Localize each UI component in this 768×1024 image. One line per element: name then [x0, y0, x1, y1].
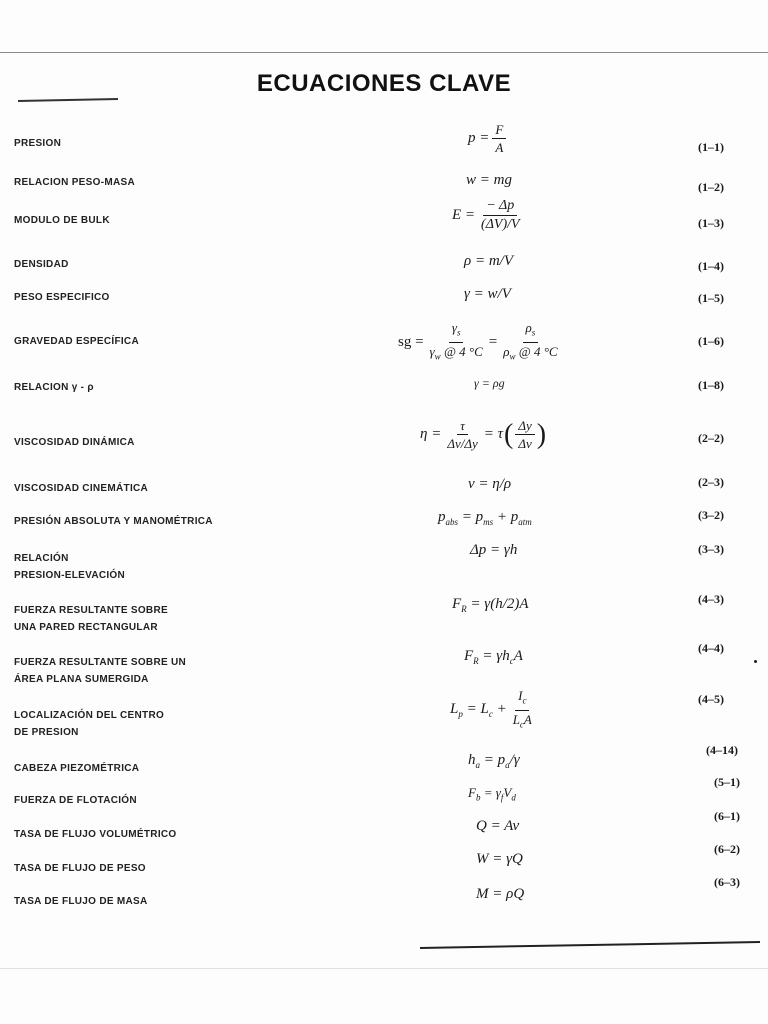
equation-label: CABEZA PIEZOMÉTRICA — [14, 763, 140, 774]
equation-label: TASA DE FLUJO VOLUMÉTRICO — [14, 829, 177, 840]
equation-number: (4–5) — [698, 692, 724, 706]
equation-label: PRESION — [14, 138, 62, 149]
equation-number: (1–3) — [698, 216, 724, 230]
equation-formula: $F_b = \gamma_fV_d$ — [468, 785, 516, 803]
equation-formula: E = $\frac{- \Delta p}{(\Delta V)/V}$ — [452, 198, 520, 232]
equation-formula: $F_R = \gamma h_cA$ — [464, 648, 523, 666]
equation-number: (1–6) — [698, 334, 724, 348]
equation-label-line2: UNA PARED RECTANGULAR — [14, 622, 158, 633]
page-title: ECUACIONES CLAVE — [256, 70, 512, 97]
equation-number: (1–8) — [698, 378, 724, 392]
equation-formula: ρ = m/V — [464, 253, 513, 269]
equation-number: (4–4) — [698, 641, 724, 655]
equation-number: (2–2) — [698, 431, 724, 445]
equation-label: FUERZA DE FLOTACIÓN — [14, 795, 137, 806]
equation-label: RELACION γ - ρ — [14, 382, 94, 393]
equation-formula: M = ρQ — [476, 886, 525, 902]
equation-label-line2: DE PRESION — [14, 727, 79, 738]
equation-formula: Q = Av — [476, 818, 520, 834]
equation-number: (6–2) — [714, 842, 740, 856]
equation-label: PESO ESPECIFICO — [14, 292, 110, 303]
equation-number: (1–2) — [698, 180, 724, 194]
equation-formula: γ = w/V — [464, 286, 511, 302]
equation-label: VISCOSIDAD CINEMÁTICA — [14, 483, 149, 494]
equation-label: RELACION PESO-MASA — [14, 177, 135, 188]
equation-label: LOCALIZACIÓN DEL CENTRO — [14, 710, 165, 721]
equation-number: (6–3) — [714, 875, 740, 889]
bottom-divider — [0, 968, 768, 969]
equation-label: RELACIÓN — [14, 553, 69, 564]
equation-label: TASA DE FLUJO DE PESO — [14, 863, 146, 874]
equation-number: (1–1) — [698, 140, 724, 154]
equation-label: FUERZA RESULTANTE SOBRE — [14, 605, 168, 616]
equation-formula: $h_a = p_a/\gamma$ — [468, 752, 520, 770]
equation-number: (4–3) — [698, 592, 724, 606]
equation-number: (2–3) — [698, 475, 724, 489]
equation-formula: $F_R = \gamma(h/2)A$ — [452, 596, 529, 614]
equation-number: (4–14) — [706, 743, 738, 757]
equation-label: MODULO DE BULK — [14, 215, 110, 226]
equation-formula: W = γQ — [476, 851, 523, 867]
equation-formula: η = $\frac{\tau}{\Delta v/\Delta y}$ = τ ( $\frac{\Delta y}{\Delta v}$ ) — [420, 418, 547, 451]
equation-number: (5–1) — [714, 775, 740, 789]
equation-formula: $p_{abs} = p_{ms} + p_{atm}$ — [438, 509, 532, 527]
equation-formula: $L_p = L_c$ + $\frac{I_c}{L_cA}$ — [450, 688, 532, 730]
speck-mark — [754, 660, 757, 663]
equation-number: (3–3) — [698, 542, 724, 556]
equation-formula: w = mg — [466, 172, 512, 188]
equation-number: (1–4) — [698, 259, 724, 273]
footer-stroke — [420, 941, 760, 949]
equation-label: PRESIÓN ABSOLUTA Y MANOMÉTRICA — [14, 516, 213, 527]
equation-label: DENSIDAD — [14, 259, 69, 270]
equation-formula: p = $\frac{F}{A}$ — [468, 122, 509, 155]
equation-number: (6–1) — [714, 809, 740, 823]
top-divider — [0, 52, 768, 53]
equation-formula: sg = $\frac{\gamma_s}{\gamma_w @ 4 ^\circ C}$ = $\frac{\rho_s}{\rho_w @ 4 ^\circ C}$ — [398, 320, 558, 362]
equation-number: (1–5) — [698, 291, 724, 305]
equation-label: GRAVEDAD ESPECÍFICA — [14, 336, 139, 347]
equation-formula: γ = ρg — [474, 376, 505, 390]
equation-formula: ν = η/ρ — [468, 476, 512, 492]
title-underline-stroke — [18, 98, 118, 102]
equation-label: FUERZA RESULTANTE SOBRE UN — [14, 657, 187, 668]
equation-label: VISCOSIDAD DINÁMICA — [14, 437, 135, 448]
equation-label: TASA DE FLUJO DE MASA — [14, 896, 148, 907]
equation-label-line2: ÁREA PLANA SUMERGIDA — [14, 674, 149, 685]
equation-formula: Δp = γh — [470, 542, 518, 558]
equation-label-line2: PRESION-ELEVACIÓN — [14, 570, 126, 581]
equation-number: (3–2) — [698, 508, 724, 522]
